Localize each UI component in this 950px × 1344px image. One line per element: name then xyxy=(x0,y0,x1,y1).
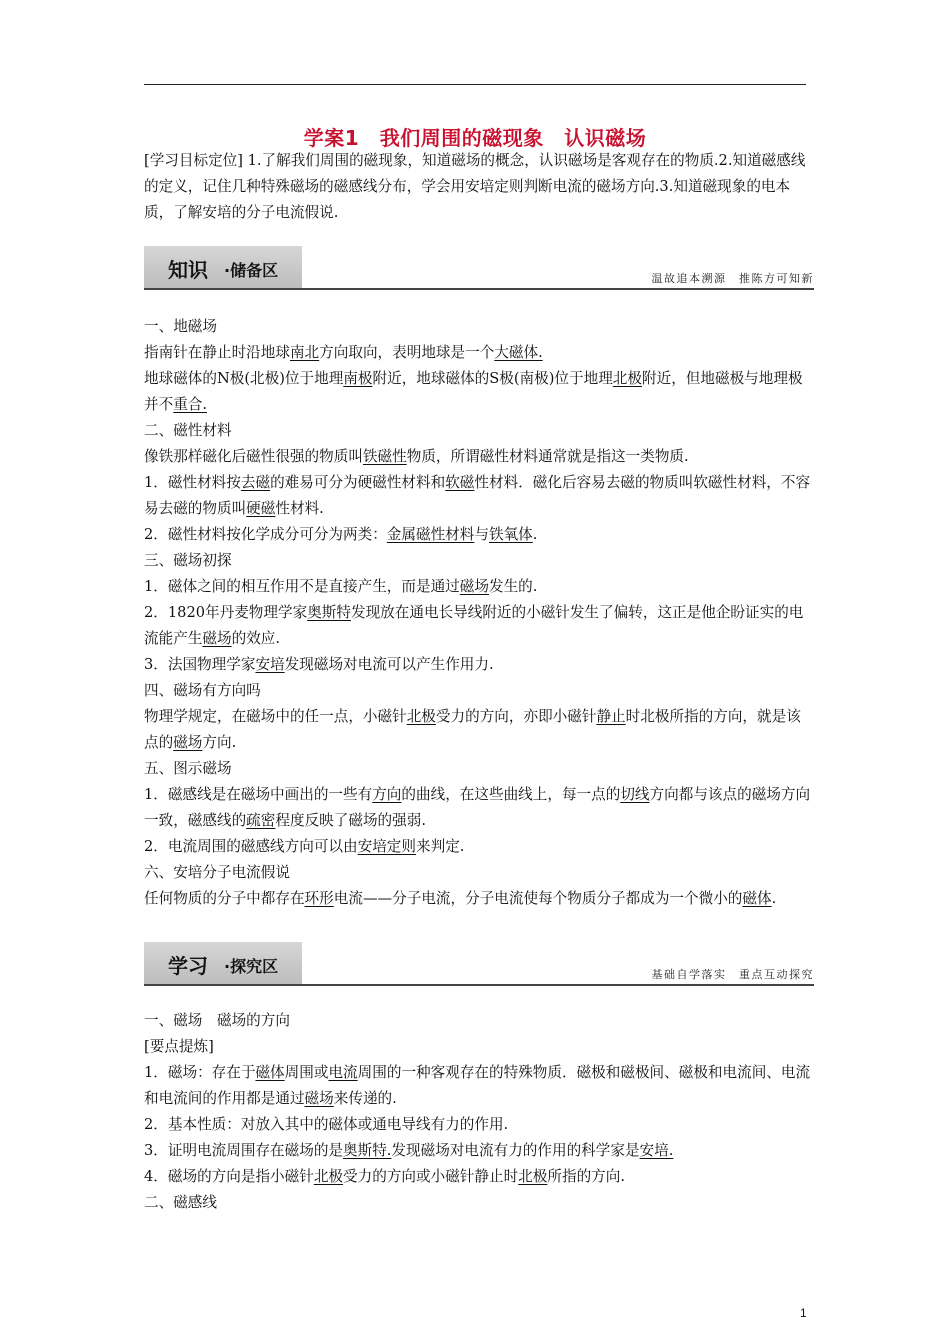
text-run: 二、磁性材料 xyxy=(144,422,232,439)
page-title: 学案1 我们周围的磁现象 认识磁场 xyxy=(303,126,647,150)
text-run: 的曲线，在这些曲线上，每一点的 xyxy=(401,786,621,803)
fill-in-answer: 方向 xyxy=(372,786,402,803)
text-run: 2．磁性材料按化学成分可分为两类： xyxy=(144,526,387,543)
text-run: [要点提炼] xyxy=(144,1038,214,1055)
fill-in-answer: 北极 xyxy=(406,708,436,725)
fill-in-answer: 软磁 xyxy=(445,474,475,491)
text-run: 二、磁感线 xyxy=(144,1194,217,1211)
text-run: 性材料．磁化后容易去磁的物质叫软磁性材料，不容易去磁的物质叫 xyxy=(144,474,811,517)
text-run: 3．法国物理学家 xyxy=(144,656,256,673)
paragraph xyxy=(144,704,814,756)
fill-in-answer: 北极 xyxy=(313,1168,344,1185)
text-run: 电流——分子电流，分子电流使每个物质分子都成为一个微小的 xyxy=(333,890,743,907)
fill-in-answer: 磁体 xyxy=(742,890,772,907)
text-run: 发现放在通电长导线附近的小磁针发生了偏转，这正是他企盼证实的电流能产生 xyxy=(144,604,804,647)
paragraph xyxy=(144,756,814,782)
text-run: 指南针在静止时沿地球 xyxy=(144,344,290,361)
paragraph xyxy=(144,1190,814,1216)
knowledge-banner xyxy=(144,246,814,290)
text-run: 周围的一种客观存在的特殊物质．磁极和磁极间、磁极和电流间、电流和电流间的作用都是通过 xyxy=(144,1064,811,1107)
paragraph xyxy=(144,340,814,366)
study-tab-sub: ·探究区 xyxy=(224,957,279,976)
text-run: 物理学规定，在磁场中的任一点，小磁针 xyxy=(144,708,407,725)
study-section xyxy=(144,1008,814,1216)
fill-in-answer: 南极 xyxy=(343,370,373,387)
paragraph xyxy=(144,886,814,912)
fill-in-answer: 磁场 xyxy=(173,734,203,751)
text-run: 附近，地球磁体的S极(南极)位于地理 xyxy=(372,370,613,387)
knowledge-tab-main: 知识 xyxy=(168,258,208,282)
text-run: 3．证明电流周围存在磁场的是 xyxy=(144,1142,344,1159)
text-run: 性材料. xyxy=(275,500,324,517)
text-run: 五、图示磁场 xyxy=(144,760,232,777)
knowledge-tab xyxy=(144,246,302,288)
study-tab-main: 学习 xyxy=(168,954,208,978)
text-run: 一、磁场 磁场的方向 xyxy=(144,1012,290,1029)
fill-in-answer: 重合. xyxy=(173,396,208,413)
fill-in-answer: 北极 xyxy=(612,370,642,387)
paragraph xyxy=(144,522,814,548)
text-run: 方向取向，表明地球是一个 xyxy=(319,344,495,361)
text-run: 四、磁场有方向吗 xyxy=(144,682,261,699)
paragraph xyxy=(144,314,814,340)
fill-in-answer: 奥斯特. xyxy=(343,1142,392,1159)
knowledge-section xyxy=(144,314,814,912)
paragraph xyxy=(144,1034,814,1060)
text-run: 1．磁体之间的相互作用不是直接产生，而是通过 xyxy=(144,578,460,595)
fill-in-answer: 环形 xyxy=(304,890,334,907)
text-run: 像铁那样磁化后磁性很强的物质叫 xyxy=(144,448,363,465)
fill-in-answer: 硬磁 xyxy=(246,500,276,517)
text-run: 2．1820年丹麦物理学家 xyxy=(144,604,308,621)
fill-in-answer: 疏密 xyxy=(246,812,276,829)
fill-in-answer: 奥斯特 xyxy=(307,604,351,621)
fill-in-answer: 铁氧体 xyxy=(488,526,533,543)
fill-in-answer: 磁场 xyxy=(459,578,489,595)
fill-in-answer: 南北 xyxy=(289,344,320,361)
fill-in-answer: 磁场 xyxy=(202,630,232,647)
paragraph xyxy=(144,1164,814,1190)
fill-in-answer: 安培. xyxy=(639,1142,674,1159)
paragraph xyxy=(144,574,814,600)
text-run: 来传递的. xyxy=(333,1090,397,1107)
learning-objectives: [学习目标定位] 1.了解我们周围的磁现象，知道磁场的概念，认识磁场是客观存在的物质.2.知道磁感线的定义，记住几种特殊磁场的磁感线分布，学会用安培定则判断电流的磁场方向.3.知道磁现象的电本质，了解安培的分子电流假说. xyxy=(144,152,806,221)
paragraph xyxy=(144,1008,814,1034)
paragraph xyxy=(144,1138,814,1164)
paragraph xyxy=(144,860,814,886)
fill-in-answer: 去磁 xyxy=(240,474,271,491)
text-run: . xyxy=(771,890,777,907)
text-run: 受力的方向或小磁针静止时 xyxy=(343,1168,519,1185)
paragraph xyxy=(144,418,814,444)
paragraph xyxy=(144,600,814,652)
text-run: 所指的方向. xyxy=(547,1168,625,1185)
text-run: 2．电流周围的磁感线方向可以由 xyxy=(144,838,358,855)
text-run: . xyxy=(532,526,538,543)
knowledge-motto: 温故追本溯源 推陈方可知新 xyxy=(651,272,814,285)
text-run: 1．磁性材料按 xyxy=(144,474,241,491)
text-run: 的效应. xyxy=(231,630,281,647)
paragraph xyxy=(144,548,814,574)
text-run: 三、磁场初探 xyxy=(144,552,232,569)
fill-in-answer: 大磁体. xyxy=(494,344,543,361)
fill-in-answer: 安培定则 xyxy=(357,838,416,855)
text-run: 一、地磁场 xyxy=(144,318,217,335)
paragraph xyxy=(144,1060,814,1112)
knowledge-tab-sub: ·储备区 xyxy=(224,261,279,280)
text-run: 附近，但地磁极与地理极并不 xyxy=(144,370,803,413)
fill-in-answer: 北极 xyxy=(518,1168,548,1185)
page-number: 1 xyxy=(800,1306,807,1320)
fill-in-answer: 磁体 xyxy=(255,1064,285,1081)
text-run: 来判定. xyxy=(416,838,465,855)
study-tab xyxy=(144,942,302,984)
text-run: 的难易可分为硬磁性材料和 xyxy=(270,474,446,491)
fill-in-answer: 安培 xyxy=(255,656,285,673)
text-run: 方向都与该点的磁场方向一致，磁感线的 xyxy=(144,786,811,829)
text-run: 受力的方向，亦即小磁针 xyxy=(435,708,597,725)
fill-in-answer: 静止 xyxy=(596,708,626,725)
paragraph xyxy=(144,366,814,418)
text-run: 地球磁体的N极(北极)位于地理 xyxy=(144,370,344,387)
paragraph xyxy=(144,782,814,834)
fill-in-answer: 电流 xyxy=(328,1064,358,1081)
text-run: 任何物质的分子中都存在 xyxy=(144,890,305,907)
text-run: 4．磁场的方向是指小磁针 xyxy=(144,1168,314,1185)
study-rule xyxy=(144,984,814,986)
text-run: 2．基本性质：对放入其中的磁体或通电导线有力的作用. xyxy=(144,1116,509,1133)
text-run: 物质，所谓磁性材料通常就是指这一类物质. xyxy=(406,448,689,465)
paragraph xyxy=(144,678,814,704)
text-run: 与 xyxy=(474,526,489,543)
paragraph xyxy=(144,444,814,470)
text-run: 发现磁场对电流可以产生作用力. xyxy=(284,656,494,673)
text-run: 发现磁场对电流有力的作用的科学家是 xyxy=(391,1142,640,1159)
text-run: 1．磁感线是在磁场中画出的一些有 xyxy=(144,786,373,803)
paragraph xyxy=(144,1112,814,1138)
study-banner xyxy=(144,942,814,986)
text-run: 方向. xyxy=(202,734,237,751)
paragraph xyxy=(144,652,814,678)
knowledge-rule xyxy=(144,288,814,290)
fill-in-answer: 金属磁性材料 xyxy=(386,526,475,543)
header-rule xyxy=(144,84,806,85)
text-run: 六、安培分子电流假说 xyxy=(144,864,290,881)
text-run: 发生的. xyxy=(488,578,538,595)
paragraph xyxy=(144,834,814,860)
paragraph xyxy=(144,470,814,522)
text-run: 周围或 xyxy=(284,1064,329,1081)
fill-in-answer: 磁场 xyxy=(304,1090,334,1107)
text-run: 程度反映了磁场的强弱. xyxy=(275,812,426,829)
text-run: 1．磁场：存在于 xyxy=(144,1064,256,1081)
study-motto: 基础自学落实 重点互动探究 xyxy=(651,968,814,981)
text-run: 时北极所指的方向，就是该点的 xyxy=(144,708,801,751)
fill-in-answer: 铁磁性 xyxy=(362,448,407,465)
fill-in-answer: 切线 xyxy=(620,786,650,803)
